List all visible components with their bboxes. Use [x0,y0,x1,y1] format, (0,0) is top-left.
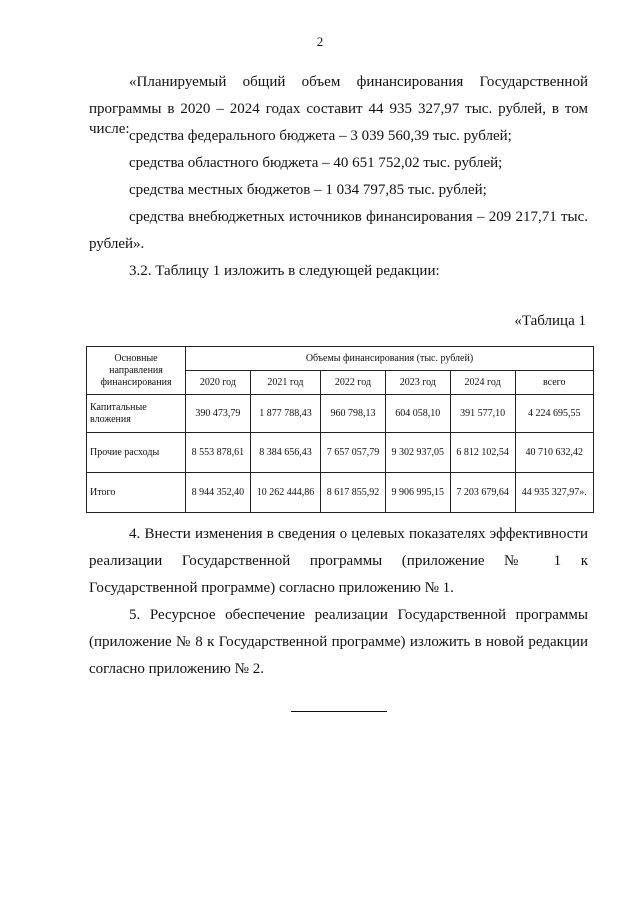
table-cell: 40 710 632,42 [515,433,593,473]
item-4-line-2: реализации Государственной программы (приложение № 1 к [89,553,588,569]
table-head-year: 2024 год [450,371,515,395]
row-label: Капитальные вложения [87,395,186,433]
table-head-year: 2021 год [250,371,320,395]
table-cell: 7 657 057,79 [321,433,386,473]
intro-local: средства местных бюджетов – 1 034 797,85 тыс. рублей; [129,182,487,198]
table-row [87,473,594,513]
table-head-directions: Основные направления финансирования [87,347,186,395]
intro-line-2: программы в 2020 – 2024 годах составит 44 935 327,97 тыс. рублей, в том числе: [89,101,588,137]
table-head-year: 2023 год [385,371,450,395]
item-4-line-3: Государственной программе) согласно приложению № 1. [89,580,454,596]
table-cell: 960 798,13 [321,395,386,433]
item-3-2: 3.2. Таблицу 1 изложить в следующей редакции: [129,263,440,279]
table-cell: 44 935 327,97». [515,473,593,513]
table-cell: 391 577,10 [450,395,515,433]
table-head-total: всего [515,371,593,395]
closing-rule [291,711,387,712]
row-label: Итого [87,473,186,513]
table-cell: 6 812 102,54 [450,433,515,473]
table-cell: 7 203 679,64 [450,473,515,513]
table-head-volumes: Объемы финансирования (тыс. рублей) [186,347,594,371]
page-number: 2 [316,34,324,49]
table-row [87,395,594,433]
table-caption: «Таблица 1 [514,313,586,329]
table-head-year: 2022 год [321,371,386,395]
item-5-line-1: 5. Ресурсное обеспечение реализации Государственной программы [129,607,588,623]
item-5-line-3: согласно приложению № 2. [89,661,264,677]
intro-extra-line-1: средства внебюджетных источников финансирования – 209 217,71 тыс. [129,209,588,225]
table-cell: 8 944 352,40 [186,473,251,513]
intro-extra-line-2: рублей». [89,236,145,252]
table-cell: 604 058,10 [385,395,450,433]
table-cell: 10 262 444,86 [250,473,320,513]
intro-regional: средства областного бюджета – 40 651 752,02 тыс. рублей; [129,155,503,171]
table-head-year: 2020 год [186,371,251,395]
table-cell: 1 877 788,43 [250,395,320,433]
item-4-line-1: 4. Внести изменения в сведения о целевых показателях эффективности [129,526,588,542]
table-cell: 8 384 656,43 [250,433,320,473]
item-5-line-2: (приложение № 8 к Государственной программе) изложить в новой редакции [89,634,588,650]
intro-federal: средства федерального бюджета – 3 039 560,39 тыс. рублей; [129,128,512,144]
financing-table [86,346,594,513]
table-cell: 9 906 995,15 [385,473,450,513]
intro-line-1: «Планируемый общий объем финансирования Государственной [129,74,588,90]
table-cell: 4 224 695,55 [515,395,593,433]
row-label: Прочие расходы [87,433,186,473]
table-cell: 390 473,79 [186,395,251,433]
table-cell: 9 302 937,05 [385,433,450,473]
table-cell: 8 617 855,92 [321,473,386,513]
table-row [87,433,594,473]
table-cell: 8 553 878,61 [186,433,251,473]
